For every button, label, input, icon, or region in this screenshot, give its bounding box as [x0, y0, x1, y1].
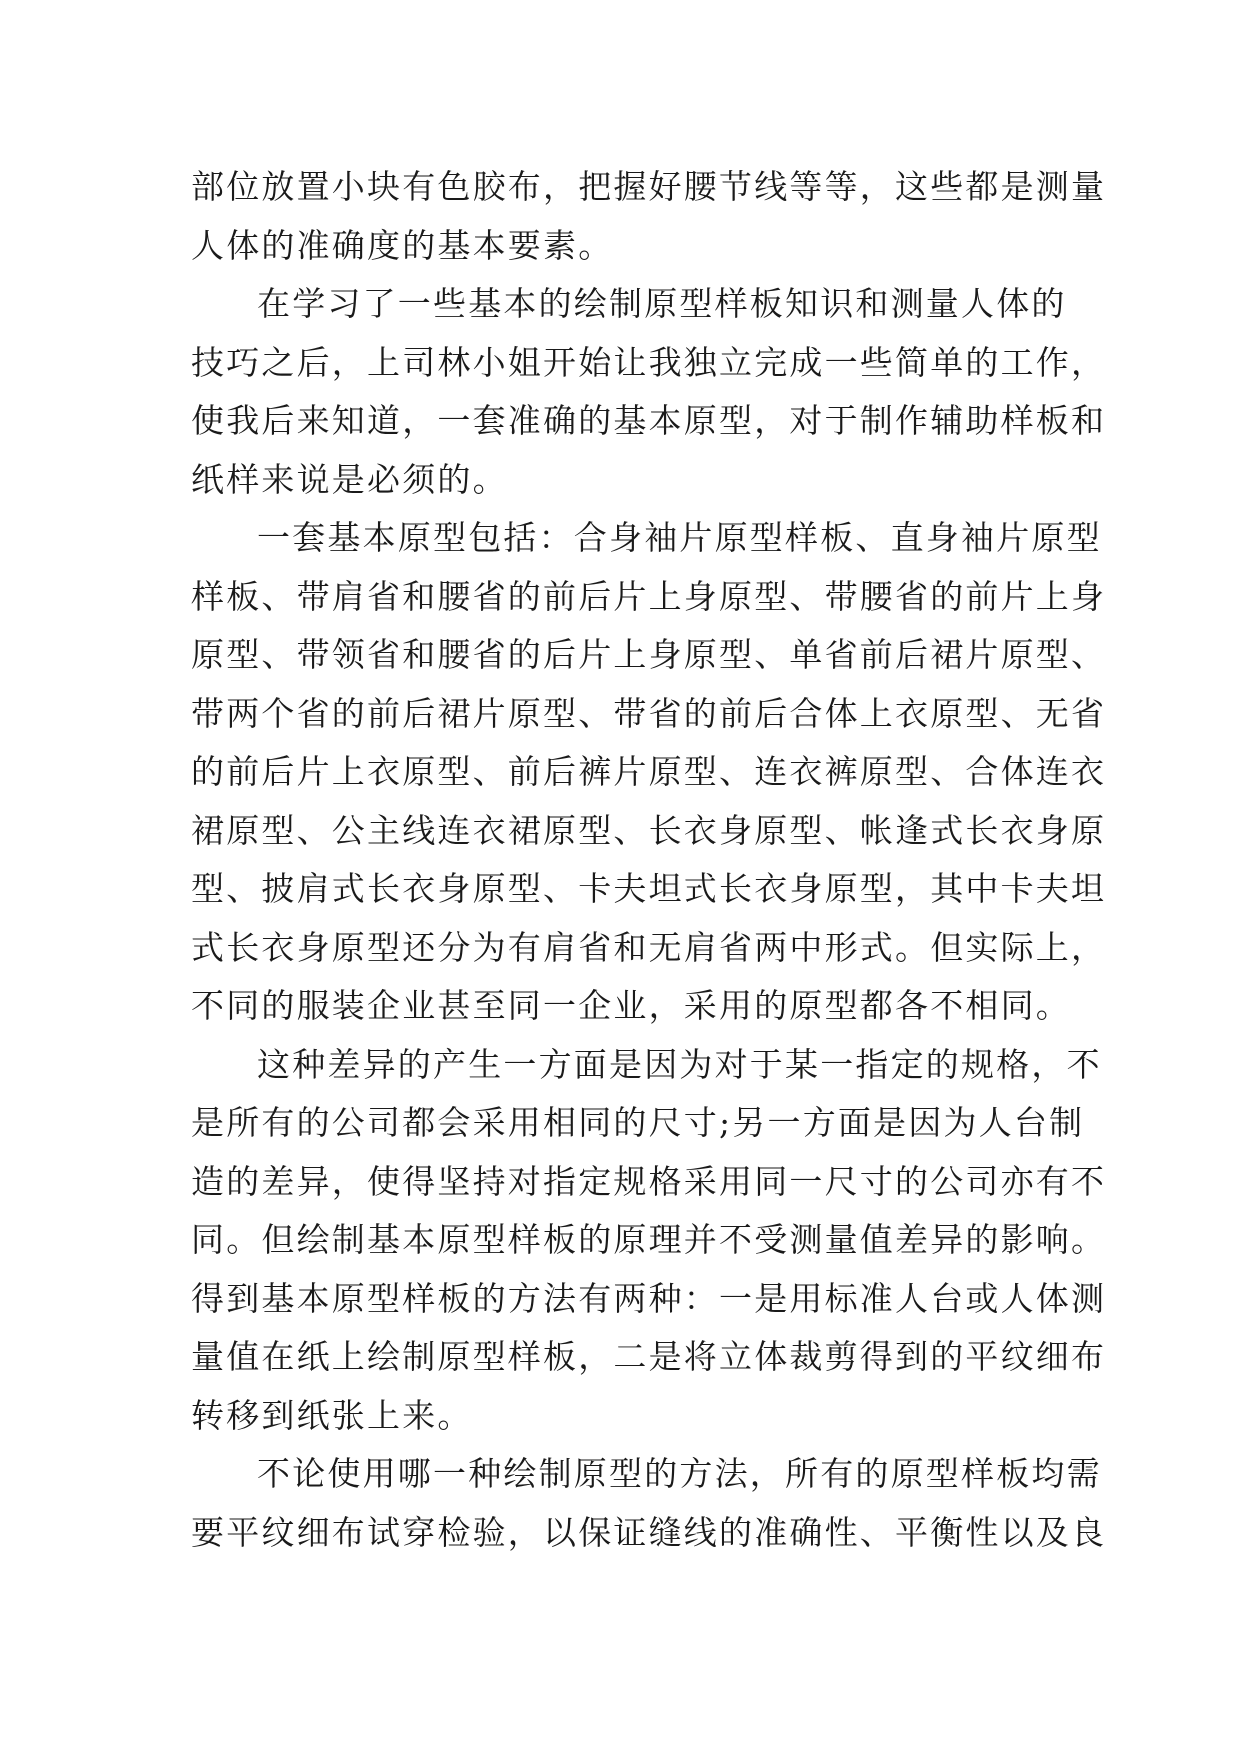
text-line: 是所有的公司都会采用相同的尺寸;另一方面是因为人台制 [191, 1103, 1085, 1142]
text-line: 技巧之后，上司林小姐开始让我独立完成一些简单的工作， [191, 342, 1107, 382]
text-line: 得到基本原型样板的方法有两种：一是用标准人台或人体测 [191, 1278, 1107, 1318]
text-line: 转移到纸张上来。 [191, 1395, 473, 1435]
text-line: 在学习了一些基本的绘制原型样板知识和测量人体的 [257, 284, 1067, 323]
text-line: 同。但绘制基本原型样板的原理并不受测量值差异的影响。 [191, 1220, 1107, 1259]
text-line: 不论使用哪一种绘制原型的方法，所有的原型样板均需 [257, 1454, 1102, 1493]
text-line: 量值在纸上绘制原型样板，二是将立体裁剪得到的平纹细布 [191, 1337, 1107, 1376]
text-line: 一套基本原型包括：合身袖片原型样板、直身袖片原型 [257, 518, 1102, 557]
text-line: 要平纹细布试穿检验，以保证缝线的准确性、平衡性以及良 [191, 1512, 1107, 1552]
text-line: 原型、带领省和腰省的后片上身原型、单省前后裙片原型、 [191, 635, 1107, 674]
text-line: 的前后片上衣原型、前后裤片原型、连衣裤原型、合体连衣 [191, 752, 1107, 791]
text-line: 这种差异的产生一方面是因为对于某一指定的规格，不 [257, 1044, 1102, 1084]
text-line: 样板、带肩省和腰省的前后片上身原型、带腰省的前片上身 [191, 576, 1107, 616]
text-line: 式长衣身原型还分为有肩省和无肩省两中形式。但实际上， [191, 927, 1107, 967]
text-line: 型、披肩式长衣身原型、卡夫坦式长衣身原型，其中卡夫坦 [191, 869, 1107, 908]
text-line: 纸样来说是必须的。 [191, 459, 508, 499]
text-line: 裙原型、公主线连衣裙原型、长衣身原型、帐逢式长衣身原 [191, 810, 1107, 850]
body-text [191, 158, 1107, 1562]
text-line: 造的差异，使得坚持对指定规格采用同一尺寸的公司亦有不 [191, 1161, 1107, 1201]
text-line: 部位放置小块有色胶布，把握好腰节线等等，这些都是测量 [191, 167, 1107, 206]
text-line: 不同的服装企业甚至同一企业，采用的原型都各不相同。 [191, 986, 1071, 1025]
text-line: 使我后来知道，一套准确的基本原型，对于制作辅助样板和 [191, 401, 1107, 440]
text-line: 带两个省的前后裙片原型、带省的前后合体上衣原型、无省 [191, 693, 1107, 733]
text-line: 人体的准确度的基本要素。 [191, 225, 614, 265]
